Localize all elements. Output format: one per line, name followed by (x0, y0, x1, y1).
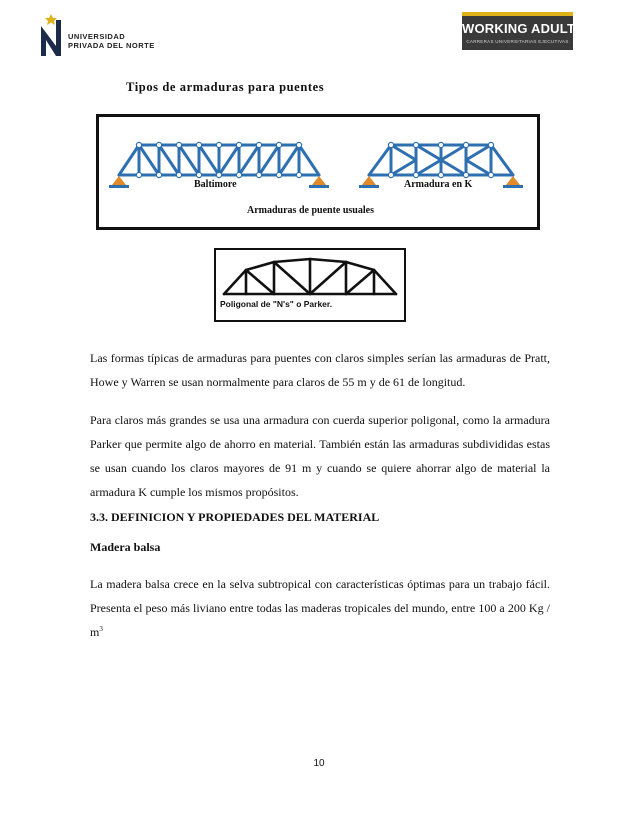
university-name-line1: UNIVERSIDAD (68, 32, 126, 41)
figure-caption-parker: Poligonal de "N's" o Parker. (220, 299, 333, 309)
superscript-cubed: 3 (99, 625, 103, 633)
figure-usual-trusses (96, 114, 540, 230)
label-baltimore: Baltimore (194, 179, 237, 190)
label-armadura-k: Armadura en K (404, 179, 473, 190)
heading-madera-balsa: Madera balsa (90, 540, 161, 554)
program-title: WORKING ADULT (462, 21, 576, 36)
figure-parker-truss (214, 248, 406, 322)
university-name (68, 32, 155, 50)
figure-caption-usual: Armaduras de puente usuales (247, 205, 374, 216)
heading-material-definition: 3.3. DEFINICION Y PROPIEDADES DEL MATERIAL (90, 510, 380, 524)
upn-n-logo-icon (38, 12, 64, 58)
page-number: 10 (313, 758, 325, 769)
working-adult-logo (462, 12, 576, 50)
paragraph-madera-balsa-text: La madera balsa crece en la selva subtropical con características óptimas para un trabajo fácil. Presenta el peso más liviano entre todas las maderas tropicales del mundo, entre 100 a 200 Kg / m (90, 577, 550, 639)
universidad-logo (38, 12, 158, 58)
paragraph-truss-forms: Las formas típicas de armaduras para puentes con claros simples serían las armaduras de Pratt, Howe y Warren se usan normalmente para claros de 55 m y de 61 de longitud. (90, 351, 550, 389)
truss-diagram-parker (216, 250, 404, 320)
paragraph-madera-balsa (90, 572, 550, 644)
section-title: Tipos de armaduras para puentes (126, 80, 325, 94)
paragraph-larger-spans: Para claros más grandes se usa una armadura con cuerda superior poligonal, como la armadura Parker que permite algo de ahorro en material. También están las armaduras subdivididas estas se usan cuando los claros mayores de 91 m y cuando se quiere ahorrar algo de material la armadura K cumple los mismos propósitos. (90, 413, 550, 499)
university-name-line2: PRIVADA DEL NORTE (68, 41, 155, 50)
program-subtitle: CARRERAS UNIVERSITARIAS EJECUTIVAS (466, 39, 569, 44)
